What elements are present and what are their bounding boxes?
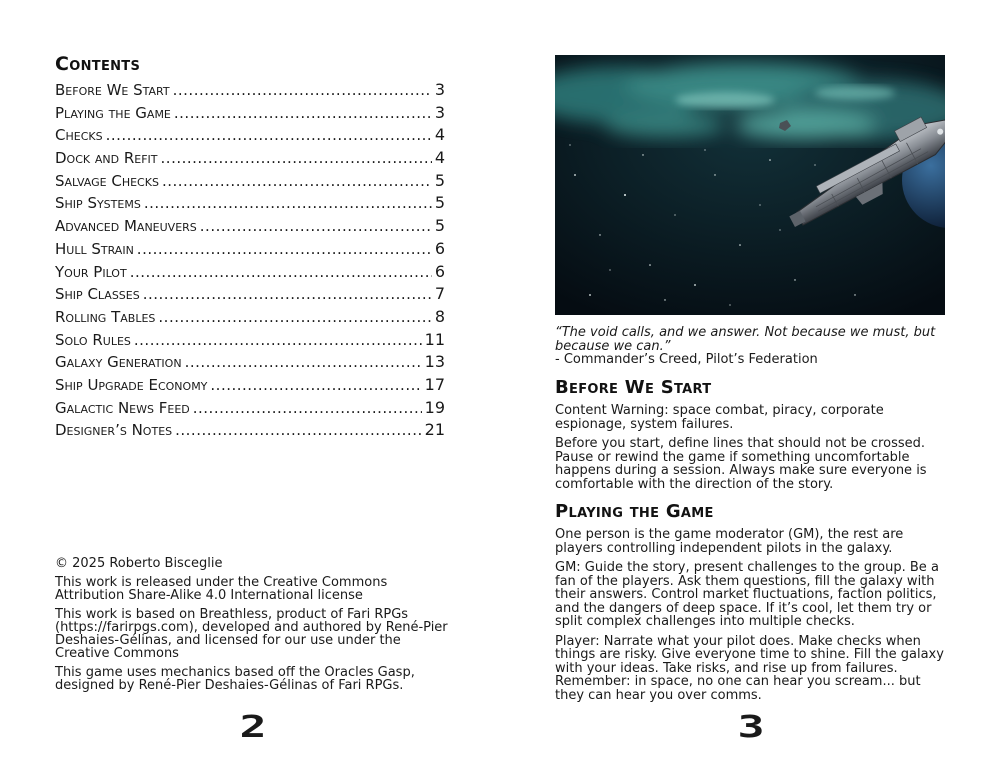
toc-entry[interactable] [55, 148, 445, 171]
toc-leader [193, 399, 422, 417]
toc-page: 6 [434, 238, 445, 258]
section-heading-playing-the-game: Playing the Game [555, 501, 714, 522]
toc-title: Advanced Maneuvers [55, 217, 197, 236]
credits-block [55, 557, 455, 698]
toc-entry[interactable] [55, 171, 445, 194]
toc-page: 17 [424, 374, 445, 394]
toc-entry[interactable] [55, 307, 445, 330]
toc-entry[interactable] [55, 375, 445, 398]
toc-title: Before We Start [55, 81, 170, 99]
toc-page: 5 [434, 216, 445, 236]
contents-heading: Contents [55, 53, 141, 75]
toc-page: 4 [434, 148, 445, 168]
toc-entry[interactable] [55, 239, 445, 262]
toc-leader [175, 421, 422, 439]
toc-title: Galactic News Feed [55, 398, 190, 417]
toc-leader [137, 240, 432, 258]
toc-entry[interactable] [55, 420, 445, 443]
section-body-before-we-start [555, 404, 947, 497]
toc-entry[interactable] [55, 216, 445, 239]
toc-title: Solo Rules [55, 330, 131, 349]
toc-title: Designer’s Notes [55, 421, 173, 440]
toc-title: Dock and Refit [55, 149, 158, 168]
toc-leader [173, 81, 432, 99]
attribution-line: This work is based on Breathless, product of Fari RPGs (https://farirpgs.com), developed and authored by René-Pier Deshaies-Gélinas, and licensed for our use under the Creative Commons [55, 607, 448, 661]
toc-page: 19 [424, 397, 445, 417]
toc-leader [162, 172, 432, 190]
toc-entry[interactable] [55, 103, 445, 126]
copyright-line: © 2025 Roberto Bisceglie [55, 556, 223, 571]
toc-title: Checks [55, 126, 103, 145]
toc-leader [143, 285, 432, 303]
paragraph: GM: Guide the story, present challenges to the group. Be a fan of the players. Ask them questions, fill the galaxy with their answers. Control market fluctuations, faction politics, and the dangers of deep space. If it’s cool, let them try or split complex challenges into multiple checks. [555, 560, 939, 629]
toc-page: 5 [434, 193, 445, 213]
toc-title: Galaxy Generation [55, 353, 182, 372]
toc-title: Playing the Game [55, 103, 171, 122]
toc-entry[interactable] [55, 125, 445, 148]
toc-page: 8 [434, 306, 445, 326]
toc-leader [185, 353, 422, 371]
toc-title: Hull Strain [55, 239, 134, 258]
toc-entry[interactable] [55, 352, 445, 375]
right-page [500, 0, 1000, 773]
toc-entry[interactable] [55, 80, 445, 103]
toc-leader [174, 104, 432, 122]
paragraph: Player: Narrate what your pilot does. Make checks when things are risky. Give everyone time to shine. Fill the galaxy with your ideas. Take risks, and rise up from failures. Remember: in space, no one can hear you scream... but they can hear you over comms. [555, 633, 944, 703]
toc-leader [106, 126, 432, 144]
toc-entry[interactable] [55, 262, 445, 285]
toc-page: 11 [424, 329, 445, 349]
quote-text: “The void calls, and we answer. Not because we must, but because we can.” [555, 325, 936, 354]
spaceship-illustration [555, 55, 945, 315]
toc-page: 5 [434, 170, 445, 190]
toc-title: Ship Systems [55, 194, 141, 213]
table-of-contents [55, 80, 445, 443]
toc-entry[interactable] [55, 398, 445, 421]
toc-page: 3 [434, 102, 445, 122]
toc-leader [158, 308, 431, 326]
section-heading-before-we-start: Before We Start [555, 377, 712, 398]
toc-leader [144, 194, 432, 212]
page-number: 3 [737, 710, 765, 745]
toc-title: Ship Upgrade Economy [55, 375, 208, 394]
toc-page: 6 [434, 261, 445, 281]
quote-attribution: - Commander’s Creed, Pilot’s Federation [555, 352, 818, 367]
toc-page: 13 [424, 352, 445, 372]
toc-title: Ship Classes [55, 285, 140, 304]
toc-page: 21 [424, 420, 445, 440]
toc-title: Salvage Checks [55, 171, 159, 190]
toc-page: 7 [434, 284, 445, 304]
license-line: This work is released under the Creative Commons Attribution Share-Alike 4.0 International license [55, 575, 388, 603]
paragraph: Content Warning: space combat, piracy, corporate espionage, system failures. [555, 403, 884, 432]
page-number: 2 [239, 710, 267, 745]
toc-leader [200, 217, 432, 235]
toc-entry[interactable] [55, 284, 445, 307]
epigraph [555, 326, 945, 367]
toc-entry[interactable] [55, 193, 445, 216]
toc-page: 4 [434, 125, 445, 145]
toc-leader [161, 149, 432, 167]
toc-title: Rolling Tables [55, 307, 156, 326]
paragraph: One person is the game moderator (GM), the rest are players controlling independent pilots in the galaxy. [555, 527, 904, 556]
toc-entry[interactable] [55, 330, 445, 353]
toc-page: 3 [434, 80, 445, 99]
section-body-playing-the-game [555, 528, 947, 708]
toc-title: Your Pilot [55, 262, 127, 281]
toc-leader [210, 376, 421, 394]
paragraph: Before you start, define lines that should not be crossed. Pause or rewind the game if something uncomfortable happens during a session. Always make sure everyone is comfortable with the direction of the story. [555, 436, 927, 492]
toc-leader [134, 331, 422, 349]
mechanics-line: This game uses mechanics based off the Oracles Gasp, designed by René-Pier Deshaies-Gélinas of Fari RPGs. [55, 665, 415, 693]
toc-leader [130, 263, 432, 281]
